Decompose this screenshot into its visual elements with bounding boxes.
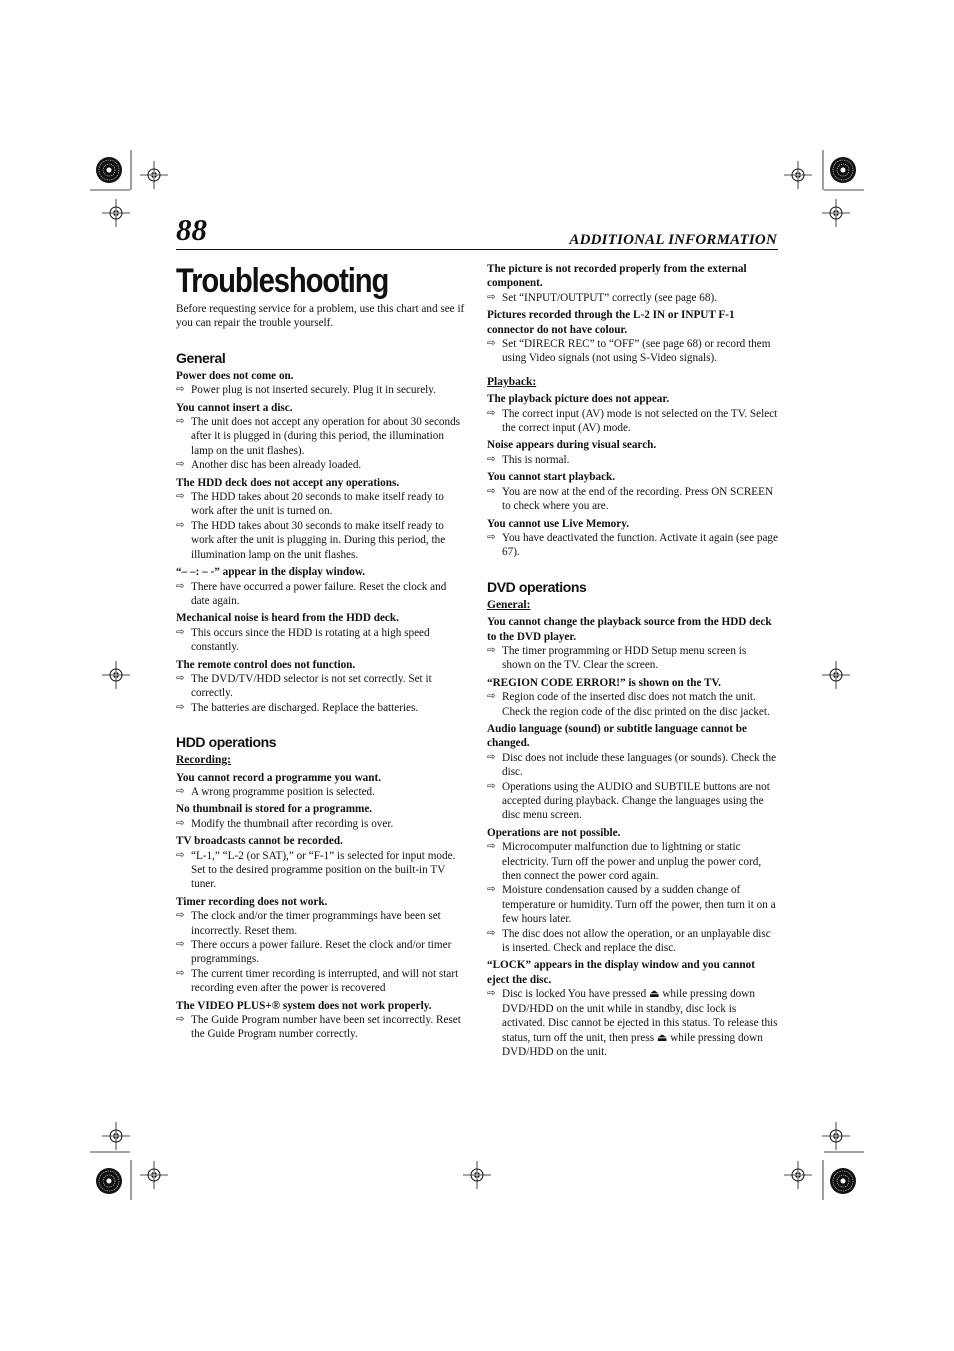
- solution-text: ⇨ You are now at the end of the recording. Press ON SCREEN to check where you are.: [487, 485, 778, 514]
- problem-text: Power does not come on.: [176, 369, 294, 382]
- troubleshooting-item: [487, 958, 778, 1059]
- troubleshooting-item: [176, 611, 466, 654]
- problem-text: The VIDEO PLUS+® system does not work properly.: [176, 999, 432, 1012]
- solution-text: ⇨ Set “INPUT/OUTPUT” correctly (see page 68).: [487, 291, 778, 305]
- solution-text: ⇨ The correct input (AV) mode is not selected on the TV. Select the correct input (AV) mode.: [487, 407, 778, 436]
- problem-text: Timer recording does not work.: [176, 895, 328, 908]
- solution-text: ⇨ Power plug is not inserted securely. Plug it in securely.: [176, 383, 466, 397]
- problem-text: You cannot start playback.: [487, 471, 616, 484]
- problem-text: Mechanical noise is heard from the HDD deck.: [176, 612, 399, 625]
- troubleshooting-item: [176, 895, 466, 996]
- page-title: Troubleshooting: [176, 262, 389, 300]
- solution-text: ⇨ Region code of the inserted disc does not match the unit. Check the region code of the disc printed on the disc jacket.: [487, 690, 778, 719]
- troubleshooting-item: [487, 722, 778, 823]
- troubleshooting-item: [487, 470, 778, 513]
- subsection-heading: Playback:: [487, 375, 537, 388]
- section-spacer: [176, 718, 466, 733]
- troubleshooting-item: [487, 308, 778, 366]
- troubleshooting-item: [176, 401, 466, 473]
- solution-text: ⇨ Set “DIRECR REC” to “OFF” (see page 68) or record them using Video signals (not using S-Video signals).: [487, 337, 778, 366]
- solution-text: ⇨ The Guide Program number have been set incorrectly. Reset the Guide Program number correctly.: [176, 1013, 466, 1042]
- section-heading: DVD operations: [487, 578, 587, 595]
- star-target-top-right: [830, 157, 856, 183]
- solution-text: ⇨ Disc is locked You have pressed ⏏ while pressing down DVD/HDD on the unit while in standby, disc lock is activated. Disc cannot be ejected in this status. To release this status, turn off the unit, then press ⏏ while pressing down DVD/HDD on the unit.: [487, 987, 778, 1059]
- header-divider: [176, 249, 778, 250]
- problem-text: The HDD deck does not accept any operations.: [176, 476, 400, 489]
- section-heading: HDD operations: [176, 734, 277, 751]
- troubleshooting-item: [487, 826, 778, 956]
- problem-text: Pictures recorded through the L-2 IN or INPUT F-1 connector do not have colour.: [487, 309, 735, 336]
- problem-text: The playback picture does not appear.: [487, 393, 670, 406]
- right-column: [487, 262, 778, 1062]
- troubleshooting-item: [176, 771, 466, 800]
- page-number: 88: [176, 212, 207, 247]
- solution-text: ⇨ The HDD takes about 30 seconds to make itself ready to work after the unit is plugging in. During this period, the illumination lamp on the unit flashes.: [176, 519, 466, 562]
- problem-text: Audio language (sound) or subtitle language cannot be changed.: [487, 722, 747, 750]
- intro-paragraph: Before requesting service for a problem, use this chart and see if you can repair the trouble yourself.: [176, 303, 465, 330]
- solution-text: ⇨ The batteries are discharged. Replace the batteries.: [176, 701, 466, 715]
- problem-text: “LOCK” appears in the display window and you cannot eject the disc.: [487, 959, 755, 986]
- section-heading: General: [176, 349, 226, 366]
- solution-text: ⇨ “L-1,” “L-2 (or SAT),” or “F-1” is selected for input mode. Set to the desired programme position on the built-in TV tuner.: [176, 849, 466, 892]
- solution-text: ⇨ The clock and/or the timer programmings have been set incorrectly. Reset them.: [176, 909, 466, 938]
- solution-text: ⇨ There occurs a power failure. Reset the clock and/or timer programmings.: [176, 938, 466, 967]
- star-target-bottom-left: [96, 1168, 122, 1194]
- star-target-top-left: [96, 157, 122, 183]
- solution-text: ⇨ The HDD takes about 20 seconds to make itself ready to work after the unit is turned on.: [176, 490, 466, 519]
- solution-text: ⇨ There have occurred a power failure. Reset the clock and date again.: [176, 580, 466, 609]
- solution-text: ⇨ You have deactivated the function. Activate it again (see page 67).: [487, 531, 778, 560]
- troubleshooting-item: [487, 392, 778, 435]
- problem-text: No thumbnail is stored for a programme.: [176, 803, 373, 816]
- troubleshooting-item: [176, 658, 466, 716]
- troubleshooting-item: [176, 476, 466, 562]
- solution-text: ⇨ Microcomputer malfunction due to lightning or static electricity. Turn off the power and unplug the power cord, then connect the power cord again.: [487, 840, 778, 883]
- right-issue-list: [487, 262, 778, 1059]
- problem-text: “– –: – -” appear in the display window.: [176, 566, 366, 579]
- problem-text: Operations are not possible.: [487, 826, 621, 839]
- troubleshooting-item: [176, 834, 466, 892]
- section-spacer: [487, 563, 778, 578]
- troubleshooting-item: [176, 369, 466, 398]
- left-issue-list: [176, 349, 466, 1042]
- troubleshooting-item: [176, 565, 466, 608]
- solution-text: ⇨ The current timer recording is interrupted, and will not start recording even after the power is recovered: [176, 967, 466, 996]
- left-column: [176, 262, 466, 1045]
- subsection-heading: General:: [487, 598, 531, 611]
- solution-text: ⇨ A wrong programme position is selected.: [176, 785, 466, 799]
- solution-text: ⇨ Operations using the AUDIO and SUBTILE buttons are not accepted during playback. Change the languages using the disc menu screen.: [487, 780, 778, 823]
- subsection-heading: Recording:: [176, 754, 231, 767]
- problem-text: Noise appears during visual search.: [487, 439, 657, 452]
- troubleshooting-item: [487, 438, 778, 467]
- solution-text: ⇨ Modify the thumbnail after recording is over.: [176, 817, 466, 831]
- solution-text: ⇨ This occurs since the HDD is rotating at a high speed constantly.: [176, 626, 466, 655]
- solution-text: ⇨ This is normal.: [487, 453, 778, 467]
- solution-text: ⇨ Moisture condensation caused by a sudden change of temperature or humidity. Turn off the power, then turn it on a few hours later.: [487, 883, 778, 926]
- problem-text: The picture is not recorded properly from the external component.: [487, 263, 747, 290]
- problem-text: The remote control does not function.: [176, 658, 356, 671]
- problem-text: “REGION CODE ERROR!” is shown on the TV.: [487, 676, 721, 689]
- problem-text: You cannot insert a disc.: [176, 401, 293, 414]
- solution-text: ⇨ Disc does not include these languages (or sounds). Check the disc.: [487, 751, 778, 780]
- troubleshooting-item: [176, 999, 466, 1042]
- troubleshooting-item: [176, 802, 466, 831]
- solution-text: ⇨ Another disc has been already loaded.: [176, 458, 466, 472]
- troubleshooting-item: [487, 676, 778, 719]
- section-label: ADDITIONAL INFORMATION: [569, 232, 777, 248]
- troubleshooting-item: [487, 262, 778, 305]
- solution-text: ⇨ The unit does not accept any operation for about 30 seconds after it is plugged in (during this period, the illumination lamp on the unit flashes).: [176, 415, 466, 458]
- star-target-bottom-right: [830, 1168, 856, 1194]
- solution-text: ⇨ The DVD/TV/HDD selector is not set correctly. Set it correctly.: [176, 672, 466, 701]
- solution-text: ⇨ The disc does not allow the operation, or an unplayable disc is inserted. Check and replace the disc.: [487, 927, 778, 956]
- solution-text: ⇨ The timer programming or HDD Setup menu screen is shown on the TV. Clear the screen.: [487, 644, 778, 673]
- troubleshooting-item: [487, 517, 778, 560]
- problem-text: TV broadcasts cannot be recorded.: [176, 835, 343, 848]
- troubleshooting-item: [487, 615, 778, 673]
- problem-text: You cannot record a programme you want.: [176, 771, 381, 784]
- problem-text: You cannot change the playback source from the HDD deck to the DVD player.: [487, 616, 772, 643]
- problem-text: You cannot use Live Memory.: [487, 517, 630, 530]
